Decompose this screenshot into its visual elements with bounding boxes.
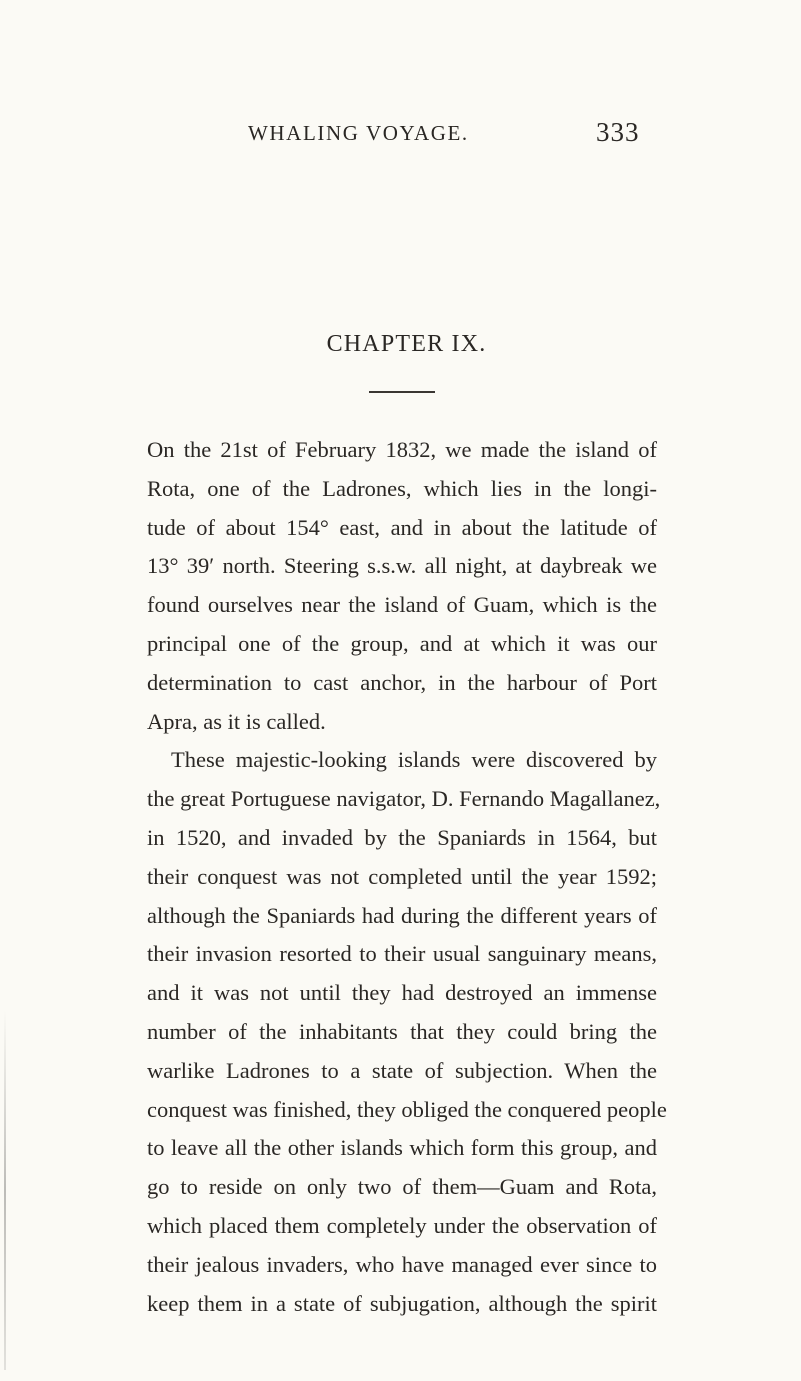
page-edge-shadow	[4, 1010, 6, 1370]
text-line: in 1520, and invaded by the Spaniards in 1564, but	[147, 824, 657, 850]
page-number: 333	[596, 117, 640, 147]
text-line: conquest was finished, they obliged the conquered people	[147, 1096, 667, 1122]
text-line: Apra, as it is called.	[147, 708, 326, 734]
text-line: 13° 39′ north. Steering s.s.w. all night, at daybreak we	[147, 553, 657, 579]
text-line: keep them in a state of subjugation, although the spirit	[147, 1290, 657, 1316]
text-line: determination to cast anchor, in the harbour of Port	[147, 669, 657, 695]
chapter-heading: CHAPTER IX.	[326, 331, 487, 357]
text-line: Rota, one of the Ladrones, which lies in the longi-	[147, 475, 657, 501]
text-line: the great Portuguese navigator, D. Fernando Magallanez,	[147, 786, 661, 812]
text-line: found ourselves near the island of Guam, which is the	[147, 592, 657, 618]
body-text	[147, 431, 667, 1323]
text-line: and it was not until they had destroyed an immense	[147, 980, 657, 1006]
text-line: their conquest was not completed until the year 1592;	[147, 863, 657, 889]
text-line: number of the inhabitants that they could bring the	[147, 1018, 657, 1044]
text-line: their jealous invaders, who have managed ever since to	[147, 1251, 657, 1277]
text-line: tude of about 154° east, and in about the latitude of	[147, 514, 657, 540]
text-line: which placed them completely under the observation of	[147, 1212, 657, 1238]
text-line: their invasion resorted to their usual sanguinary means,	[147, 941, 657, 967]
text-line: warlike Ladrones to a state of subjection. When the	[147, 1057, 657, 1083]
text-line: principal one of the group, and at which it was our	[147, 630, 657, 656]
running-head	[0, 118, 801, 148]
text-line: although the Spaniards had during the different years of	[147, 902, 657, 928]
text-line: These majestic-looking islands were discovered by	[171, 747, 657, 773]
running-title: WHALING VOYAGE.	[248, 121, 469, 145]
text-line: go to reside on only two of them—Guam and Rota,	[147, 1174, 657, 1200]
text-line: to leave all the other islands which form this group, and	[147, 1135, 657, 1161]
text-line: On the 21st of February 1832, we made the island of	[147, 437, 657, 462]
chapter-rule	[369, 391, 435, 393]
